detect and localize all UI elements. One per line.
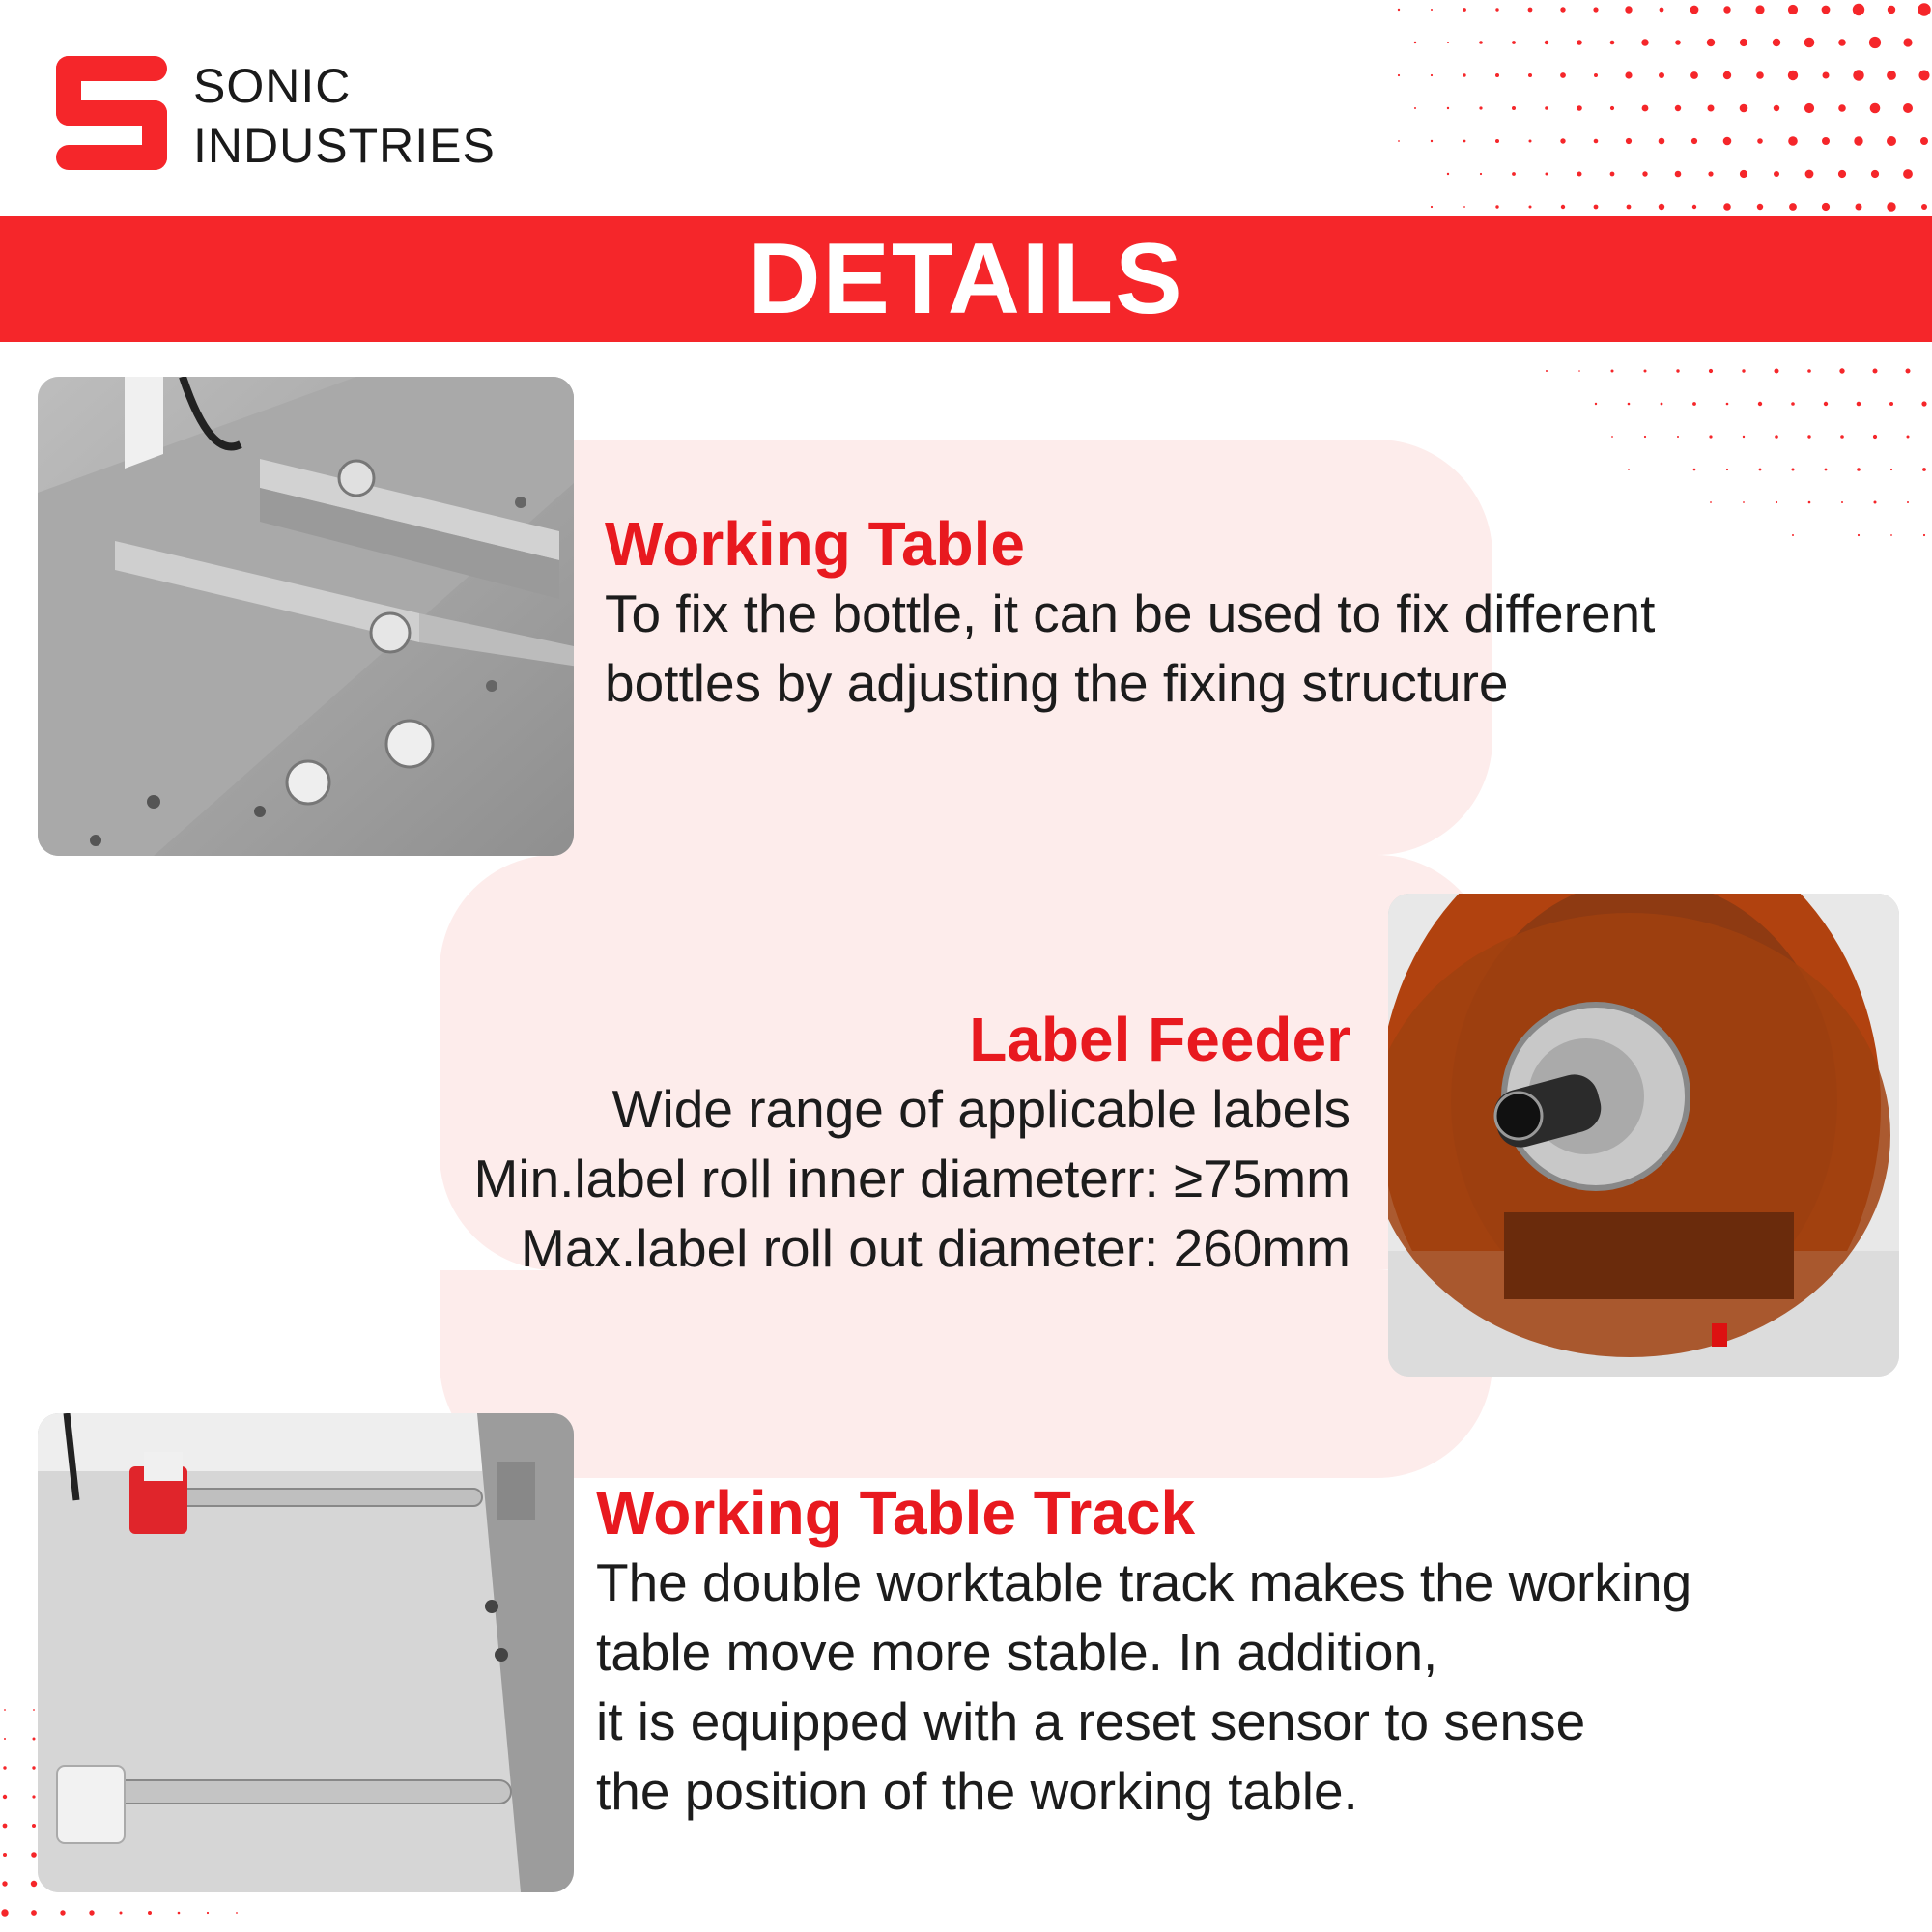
decorative-dot	[1546, 370, 1548, 372]
decorative-dot	[1692, 402, 1696, 406]
decorative-dot	[1625, 71, 1632, 78]
decorative-dot	[1756, 71, 1764, 79]
decorative-dot	[31, 1852, 37, 1858]
decorative-dot	[1755, 5, 1764, 14]
decorative-dot	[31, 1881, 37, 1887]
decorative-dot	[1723, 203, 1731, 211]
decorative-dot	[1447, 173, 1449, 175]
decorative-dot	[1822, 6, 1831, 14]
decorative-dot	[1743, 436, 1745, 438]
decorative-dot	[1759, 469, 1762, 471]
decorative-dot	[1610, 106, 1614, 110]
decorative-dot	[1918, 3, 1930, 15]
decorative-dot	[1693, 469, 1696, 471]
decorative-dot	[1789, 203, 1797, 211]
decorative-dot	[1610, 41, 1615, 45]
working-table-photo	[38, 377, 574, 856]
decorative-dot	[1841, 501, 1843, 503]
decorative-dot	[1545, 106, 1548, 110]
section-text-line: table move more stable. In addition,	[596, 1622, 1438, 1682]
decorative-dot	[32, 1766, 35, 1769]
decorative-dot	[1398, 140, 1400, 142]
decorative-dot	[1887, 202, 1895, 211]
decorative-dot	[31, 1910, 37, 1916]
decorative-dot	[1888, 6, 1895, 14]
decorative-dot	[1808, 501, 1811, 504]
decorative-dot	[1577, 172, 1582, 177]
decorative-dot	[89, 1910, 94, 1915]
decorative-dot	[1740, 39, 1747, 46]
decorative-dot	[1625, 6, 1632, 13]
decorative-dot	[1890, 469, 1892, 470]
decorative-dot	[1873, 435, 1877, 439]
decorative-dot	[1659, 138, 1665, 145]
decorative-dot	[1611, 370, 1614, 373]
decorative-dot	[1887, 136, 1896, 146]
decorative-dot	[1907, 501, 1909, 503]
decorative-dot	[33, 1738, 36, 1741]
decorative-dot	[1495, 205, 1498, 208]
decorative-dot	[1839, 368, 1844, 373]
decorative-dot	[1708, 105, 1715, 112]
decorative-dot	[1431, 206, 1433, 208]
decorative-dot	[1805, 170, 1814, 179]
section-text-line: the position of the working table.	[596, 1761, 1358, 1821]
decorative-dot	[32, 1824, 36, 1828]
decorative-dot	[1463, 73, 1465, 76]
section-text-line: bottles by adjusting the fixing structure	[605, 653, 1509, 713]
decorative-dot	[1431, 140, 1433, 142]
decorative-dot	[1869, 37, 1881, 48]
decorative-dot	[1528, 8, 1533, 13]
decorative-dot	[1495, 73, 1499, 77]
decorative-dot	[1431, 74, 1433, 76]
decorative-dot	[1773, 39, 1780, 46]
decorative-dot	[1628, 469, 1630, 470]
decorative-dot	[1874, 501, 1877, 504]
decorative-dot	[1, 1909, 8, 1916]
decorative-dot	[33, 1709, 35, 1711]
label-feeder-photo	[1388, 894, 1899, 1377]
decorative-dot	[1923, 534, 1925, 536]
decorative-dot	[1921, 204, 1927, 210]
decorative-dot	[1593, 7, 1598, 12]
decorative-dot	[1774, 105, 1779, 111]
decorative-dot	[1691, 138, 1697, 144]
working-table-section	[605, 509, 1655, 718]
decorative-dot	[1463, 206, 1465, 208]
decorative-dot	[236, 1912, 238, 1914]
working-table-track-section	[596, 1478, 1691, 1826]
decorative-dot	[1561, 205, 1565, 209]
decorative-dot	[1660, 8, 1664, 13]
decorative-dot	[1723, 6, 1730, 13]
decorative-dot	[1529, 206, 1532, 209]
decorative-dot	[1858, 534, 1860, 536]
decorative-dot	[1577, 105, 1582, 111]
decorative-dot	[1757, 138, 1763, 144]
decorative-dot	[1920, 137, 1928, 145]
decorative-dot	[1447, 42, 1449, 43]
decorative-dot	[4, 1738, 6, 1740]
decorative-dot	[1495, 139, 1499, 143]
decorative-dot	[1903, 38, 1912, 46]
decorative-dot	[1414, 42, 1416, 43]
decorative-dot	[1922, 468, 1926, 471]
decorative-dot	[1740, 104, 1748, 113]
section-text-line: Min.label roll inner diameterr: ≥75mm	[473, 1149, 1350, 1208]
decorative-dot	[3, 1795, 7, 1799]
section-text-line: The double worktable track makes the working	[596, 1552, 1692, 1612]
decorative-dot	[1890, 534, 1892, 536]
decorative-dot	[1822, 203, 1830, 211]
decorative-dot	[1659, 72, 1664, 78]
brand-name	[193, 56, 496, 176]
decorative-dot	[1628, 403, 1631, 406]
decorative-dot	[1595, 403, 1597, 405]
decorative-dot	[1641, 39, 1648, 45]
decorative-dot	[1776, 501, 1777, 503]
decorative-dot	[1838, 39, 1846, 46]
decorative-dot	[1594, 73, 1598, 77]
decorative-dot	[1690, 6, 1699, 14]
decorative-dot	[1512, 41, 1516, 44]
decorative-dot	[1824, 402, 1828, 406]
decorative-dot	[1775, 369, 1779, 374]
decorative-dot	[1823, 72, 1830, 79]
decorative-dot	[2, 1881, 7, 1886]
section-title: Label Feeder	[969, 1005, 1350, 1074]
decorative-dot	[1675, 171, 1682, 178]
decorative-dot	[1804, 103, 1814, 113]
decorative-dot	[1726, 403, 1729, 406]
section-text-line: To fix the bottle, it can be used to fix different	[605, 583, 1656, 643]
decorative-dot	[1853, 70, 1863, 80]
decorative-dot	[1856, 204, 1862, 211]
decorative-dot	[1594, 139, 1599, 144]
decorative-dot	[1610, 172, 1615, 177]
decorative-dot	[1512, 106, 1516, 110]
decorative-dot	[1512, 172, 1516, 176]
decorative-dot	[1870, 103, 1881, 114]
decorative-dot	[1889, 402, 1893, 406]
section-title: Working Table Track	[596, 1478, 1196, 1548]
decorative-dot	[1857, 402, 1861, 407]
decorative-dot	[1644, 370, 1647, 373]
decorative-dot	[3, 1853, 7, 1857]
decorative-dot	[1740, 170, 1747, 178]
decorative-dot	[1887, 71, 1896, 80]
decorative-dot	[1838, 170, 1846, 178]
decorative-dot	[1479, 106, 1482, 109]
decorative-dot	[1495, 8, 1498, 11]
decorative-dot	[1560, 138, 1565, 143]
decorative-dot	[1822, 137, 1830, 145]
decorative-dot	[1644, 436, 1646, 438]
decorative-dot	[1723, 71, 1731, 79]
decorative-dot	[1903, 103, 1913, 113]
decorative-dot	[1807, 369, 1811, 373]
background-shape	[440, 1270, 1492, 1478]
brand-logo-icon	[56, 56, 167, 170]
section-text-line: it is equipped with a reset sensor to sense	[596, 1691, 1586, 1751]
decorative-dot	[1825, 469, 1828, 471]
decorative-dot	[1708, 171, 1713, 176]
details-banner	[0, 216, 1932, 342]
decorative-dot	[1560, 72, 1566, 78]
decorative-dot	[1804, 38, 1815, 48]
decorative-dot	[178, 1912, 181, 1915]
decorative-dot	[148, 1911, 152, 1915]
decorative-dot	[1692, 205, 1696, 209]
decorative-dot	[1447, 107, 1449, 109]
decorative-dot	[1854, 136, 1862, 145]
decorative-dot	[1709, 435, 1712, 438]
decorative-dot	[1788, 71, 1798, 80]
decorative-dot	[1873, 369, 1878, 374]
decorative-dot	[1659, 204, 1664, 210]
decorative-dot	[1758, 402, 1762, 406]
decorative-dot	[1528, 73, 1532, 77]
decorative-dot	[4, 1709, 6, 1711]
decorative-dot	[1788, 5, 1798, 14]
brand-name-line2: INDUSTRIES	[193, 119, 496, 173]
decorative-dot	[1906, 369, 1911, 374]
decorative-dot	[1642, 105, 1649, 112]
decorative-dot	[1853, 4, 1864, 15]
decorative-dot	[1710, 501, 1712, 503]
decorative-dot	[1627, 205, 1632, 210]
decorative-dot	[1546, 173, 1548, 176]
decorative-dot	[1840, 435, 1844, 439]
decorative-dot	[1675, 40, 1681, 45]
decorative-dot	[1791, 402, 1795, 406]
decorative-dot	[1857, 468, 1861, 471]
working-table-track-photo	[38, 1413, 574, 1892]
decorative-dot	[3, 1824, 8, 1829]
decorative-dot	[1463, 8, 1466, 12]
decorative-dot	[1642, 171, 1647, 176]
decorative-dot	[1774, 171, 1779, 177]
decorative-dot	[1398, 74, 1400, 76]
decorative-dot	[1529, 140, 1532, 143]
decorative-dot	[1479, 41, 1483, 44]
decorative-dot	[32, 1795, 35, 1798]
decorative-dot	[1709, 369, 1713, 373]
decorative-dot	[1398, 9, 1400, 11]
decorative-dot	[1431, 9, 1433, 11]
decorative-dot	[1742, 369, 1745, 372]
decorative-dot	[3, 1766, 6, 1769]
decorative-dot	[1921, 401, 1926, 406]
decorative-dot	[1775, 435, 1778, 439]
decorative-dot	[1675, 105, 1681, 111]
label-feeder-section	[474, 1005, 1350, 1283]
decorative-dot	[1838, 104, 1846, 112]
decorative-dot	[1871, 170, 1879, 178]
decorative-dot	[1463, 140, 1466, 143]
decorative-dot	[207, 1912, 209, 1914]
decorative-dot	[1723, 137, 1732, 146]
decorative-dot	[1726, 469, 1728, 470]
decorative-dot	[1577, 40, 1582, 45]
decorative-dot	[1578, 370, 1580, 372]
decorative-dot	[1792, 534, 1794, 536]
brand-name-line1: SONIC	[193, 59, 352, 113]
decorative-dot	[1676, 369, 1679, 372]
decorative-dot	[1611, 436, 1613, 438]
decorative-dot	[1480, 173, 1482, 175]
decorative-dot	[60, 1910, 65, 1915]
decorative-dot	[1907, 436, 1910, 439]
decorative-dot	[1626, 138, 1632, 144]
section-title: Working Table	[605, 509, 1025, 579]
decorative-dot	[1919, 71, 1930, 81]
banner-title: DETAILS	[748, 222, 1184, 335]
decorative-dot	[1757, 204, 1763, 210]
decorative-dot	[1807, 435, 1810, 438]
section-text-line: Max.label roll out diameter: 260mm	[521, 1218, 1350, 1278]
decorative-dot	[1594, 205, 1599, 210]
decorative-dot	[1545, 41, 1548, 44]
decorative-dot	[1414, 107, 1416, 109]
decorative-dot	[1690, 71, 1698, 79]
decorative-dot	[1661, 403, 1663, 406]
decorative-dot	[120, 1912, 123, 1915]
decorative-dot	[1677, 436, 1679, 438]
decorative-dot	[1560, 7, 1565, 12]
decorative-dot	[1743, 501, 1745, 503]
decorative-dot	[1792, 469, 1795, 471]
decorative-dot	[1707, 39, 1715, 46]
decorative-dot	[1903, 169, 1913, 179]
section-text-line: Wide range of applicable labels	[611, 1079, 1350, 1139]
decorative-dot	[1788, 136, 1798, 146]
